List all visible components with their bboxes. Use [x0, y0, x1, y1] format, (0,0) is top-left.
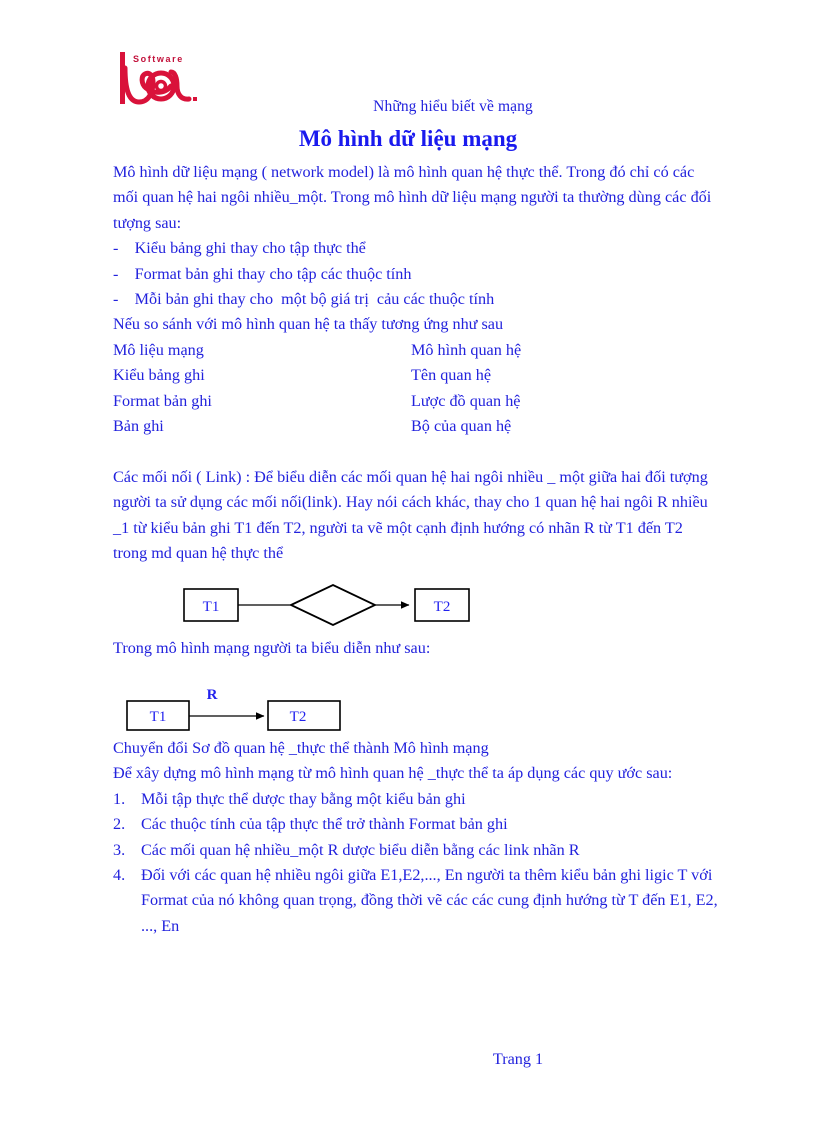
network-link-diagram — [126, 683, 341, 733]
paragraph-spacer — [113, 439, 721, 464]
dash-list-item: - Kiểu bảng ghi thay cho tập thực thể — [113, 239, 366, 258]
list-item-text: Mỗi tập thực thể dược thay bằng một kiểu bản ghi — [141, 789, 466, 808]
compare-intro: Nếu so sánh với mô hình quan hệ ta thấy tương ứng như sau — [113, 315, 504, 334]
list-item-text: Các mối quan hệ nhiều_một R dược biểu diễn bằng các link nhãn R — [141, 840, 580, 859]
comparison-right-cell: Bộ của quan hệ — [411, 417, 512, 436]
list-item — [113, 838, 721, 863]
er-node-t2 — [415, 589, 469, 621]
network-diagram-svg — [126, 683, 341, 733]
comparison-left-cell: Bản ghi — [113, 417, 164, 436]
running-head-text: Những hiểu biết về mạng — [373, 98, 533, 115]
er-relationship-diagram — [183, 583, 473, 628]
convert-heading: Chuyển đổi Sơ đồ quan hệ _thực thể thành Mô hình mạng — [113, 738, 489, 757]
dash-list-item: - Mỗi bản ghi thay cho một bộ giá trị cảu các thuộc tính — [113, 290, 495, 309]
page-number: Trang 1 — [492, 1050, 544, 1068]
convert-intro: Để xây dựng mô hình mạng từ mô hình quan hệ _thực thể ta áp dụng các quy ước sau: — [113, 764, 673, 783]
page-footer — [0, 1050, 816, 1069]
list-item-number: 1. — [113, 789, 126, 808]
page-title: Mô hình dữ liệu mạng — [298, 126, 518, 151]
document-body — [113, 160, 721, 939]
rules-list — [113, 787, 721, 939]
dash-list — [113, 236, 721, 312]
er-diagram-svg — [183, 583, 473, 628]
comparison-right-cell: Tên quan hệ — [411, 366, 492, 385]
list-item — [113, 863, 721, 939]
table-row — [113, 414, 721, 439]
comparison-left-cell: Format bản ghi — [113, 391, 212, 410]
comparison-left-cell: Mô liệu mạng — [113, 340, 204, 359]
list-item — [113, 787, 721, 812]
logo-wordmark: Software — [133, 54, 184, 64]
er-node-t2-label: T2 — [433, 599, 451, 615]
table-row — [113, 338, 721, 363]
network-node-t2 — [268, 701, 340, 730]
network-intro: Trong mô hình mạng người ta biểu diễn như sau: — [113, 639, 431, 658]
comparison-table — [113, 338, 721, 440]
list-item-text: Đối với các quan hệ nhiều ngôi giữa E1,E2,..., En người ta thêm kiểu bản ghi ligic T với Format của nó không quan trọng, đồng thời vẽ các các cung định hướng từ T đến E1, E2, ..., En — [141, 865, 718, 935]
er-node-t1 — [184, 589, 238, 621]
list-item — [113, 812, 721, 837]
table-row — [113, 389, 721, 414]
list-item-number: 3. — [113, 840, 126, 859]
intro-paragraph: Mô hình dữ liệu mạng ( network model) là mô hình quan hệ thực thể. Trong đó chỉ có các mối quan hệ hai ngôi nhiều_một. Trong mô hình dữ liệu mạng người ta thường dùng các đối tượng sau: — [113, 163, 712, 232]
er-node-t1-label: T1 — [202, 599, 220, 615]
dash-list-item: - Format bản ghi thay cho tập các thuộc tính — [113, 264, 412, 283]
network-link-label: R — [206, 687, 218, 703]
link-paragraph: Các mối nối ( Link) : Để biểu diễn các mối quan hệ hai ngôi nhiều _ một giữa hai đối tượng người ta sử dụng các mối nối(link). Hay nói cách khác, thay cho 1 quan hệ hai ngôi R nhiều _1 từ kiểu bản ghi T1 đến T2, người ta vẽ một cạnh định hướng có nhãn R từ T1 đến T2 trong md quan hệ thực thể — [113, 467, 708, 563]
comparison-right-cell: Lược đồ quan hệ — [411, 391, 521, 410]
list-item-text: Các thuộc tính của tập thực thể trở thành Format bản ghi — [141, 815, 508, 834]
comparison-right-cell: Mô hình quan hệ — [411, 340, 522, 359]
list-item-number: 2. — [113, 815, 126, 834]
network-node-t2-label: T2 — [289, 709, 307, 725]
network-node-t1 — [127, 701, 189, 730]
network-node-t1-label: T1 — [149, 709, 167, 725]
table-row — [113, 363, 721, 388]
comparison-left-cell: Kiểu bảng ghi — [113, 366, 205, 385]
list-item-number: 4. — [113, 865, 126, 884]
running-head — [0, 98, 816, 116]
er-relationship-diamond — [291, 585, 375, 625]
